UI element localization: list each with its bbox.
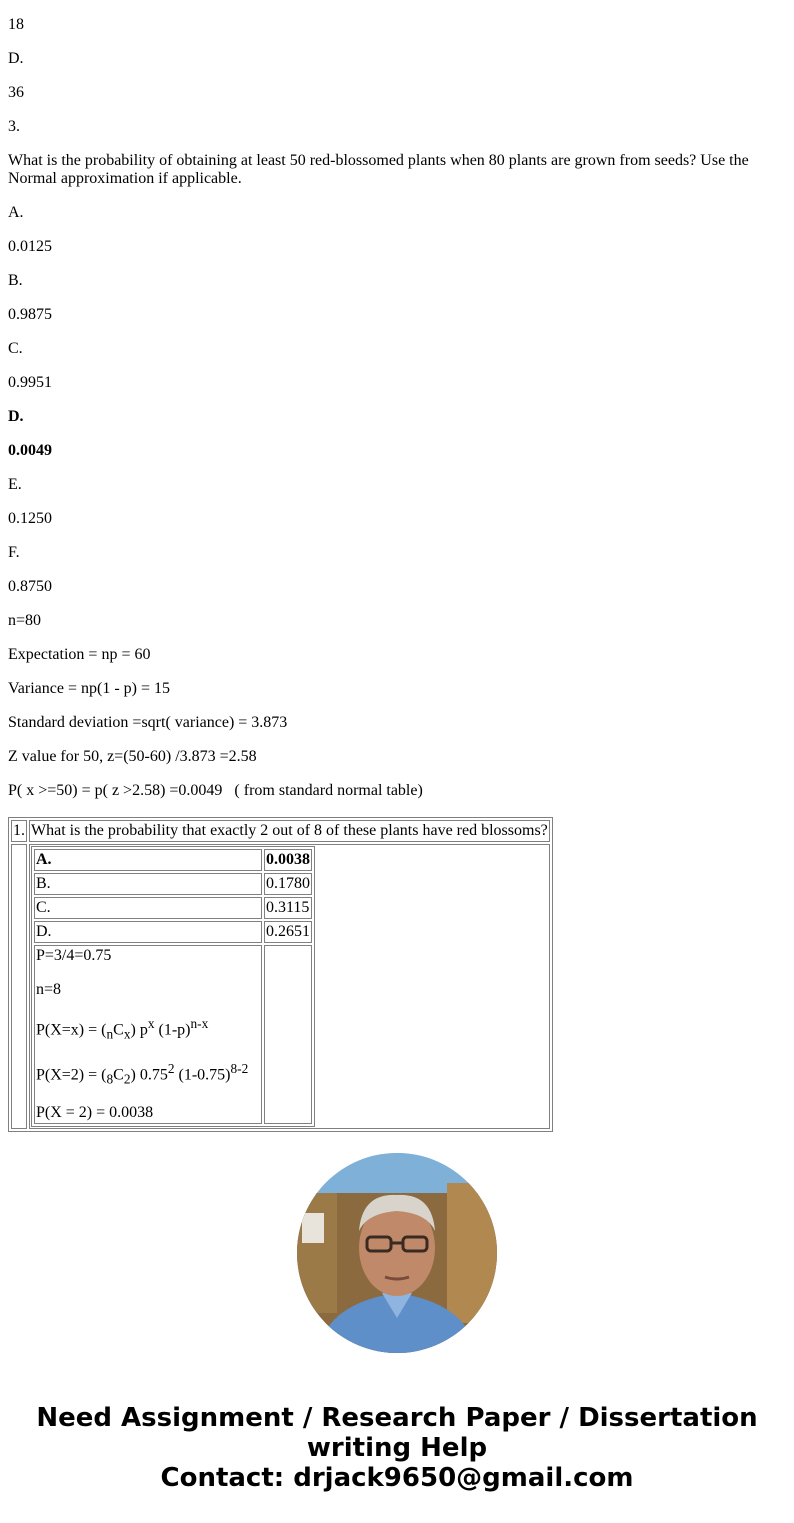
solution-line: n=8 [36,981,62,998]
prev-option-label: D. [8,50,24,67]
option-label: C. [8,340,23,357]
option-value: 0.0125 [8,238,52,255]
question-text: What is the probability of obtaining at least 50 red-blossomed plants when 80 plants are grown from seeds? Use the Normal approximation if applicable. [8,152,749,187]
empty-cell [11,844,27,1129]
table-row [34,849,312,871]
option-label: D. [34,921,262,943]
option-value: 0.2651 [264,921,312,943]
result-line: P(X = 2) = 0.0038 [36,1104,154,1122]
solution-line: Expectation = np = 60 [8,646,151,663]
table-row [11,820,550,842]
footer-line: writing Help [306,1433,488,1463]
option-value: 0.3115 [264,897,312,919]
document-body [8,0,786,816]
correct-option-label: A. [34,849,262,871]
solution-line: P=3/4=0.75 [36,947,112,964]
option-value: 0.9951 [8,374,52,391]
solution-line: Variance = np(1 - p) = 15 [8,680,170,697]
footer-line: Need Assignment / Research Paper / Dissertation [36,1403,758,1433]
empty-cell [264,945,312,1124]
prev-option-value: 36 [8,84,24,101]
option-value: 0.1250 [8,510,52,527]
option-label: E. [8,476,22,493]
footer-banner [0,1403,794,1493]
question-number: 1. [11,820,27,842]
formula-line: $P(X=x) = (_nC_x)$ $p^x$ $(1-p)^{n-x}$ [36,1016,209,1042]
option-label: C. [34,897,262,919]
question-number: 3. [8,118,20,135]
option-value: 0.8750 [8,578,52,595]
table-row [34,897,312,919]
table-row [11,844,550,1129]
option-label: A. [8,204,24,221]
solution-line: P( x >=50) = p( z >2.58) =0.0049 ( from standard normal table) [8,782,423,799]
option-label: B. [34,873,262,895]
option-value: 0.9875 [8,306,52,323]
correct-option-value: 0.0038 [264,849,312,871]
calculation-line: $P(X=2) = (_8C_2)$ 0.75$^2$ $(1-0.75)^{8-2}$ [36,1060,249,1087]
options-cell [29,844,550,1129]
question-table [8,817,553,1132]
solution-cell [34,945,262,1124]
question-text: What is the probability that exactly 2 out of 8 of these plants have red blossoms? [29,820,550,842]
option-label: B. [8,272,23,289]
option-label: F. [8,544,20,561]
person-photo-icon [297,1153,497,1353]
table-row [34,873,312,895]
correct-option-label: D. [8,408,24,425]
solution-line: Z value for 50, z=(50-60) /3.873 =2.58 [8,748,257,765]
solution-line: Standard deviation =sqrt( variance) = 3.873 [8,714,288,731]
options-table [31,846,315,1127]
solution-line: n=80 [8,612,42,629]
correct-option-value: 0.0049 [8,442,52,459]
footer-contact: Contact: drjack9650@gmail.com [160,1463,634,1493]
prev-option-value: 18 [8,16,24,33]
avatar [297,1153,497,1353]
table-row [34,921,312,943]
table-row [34,945,312,1124]
option-value: 0.1780 [264,873,312,895]
